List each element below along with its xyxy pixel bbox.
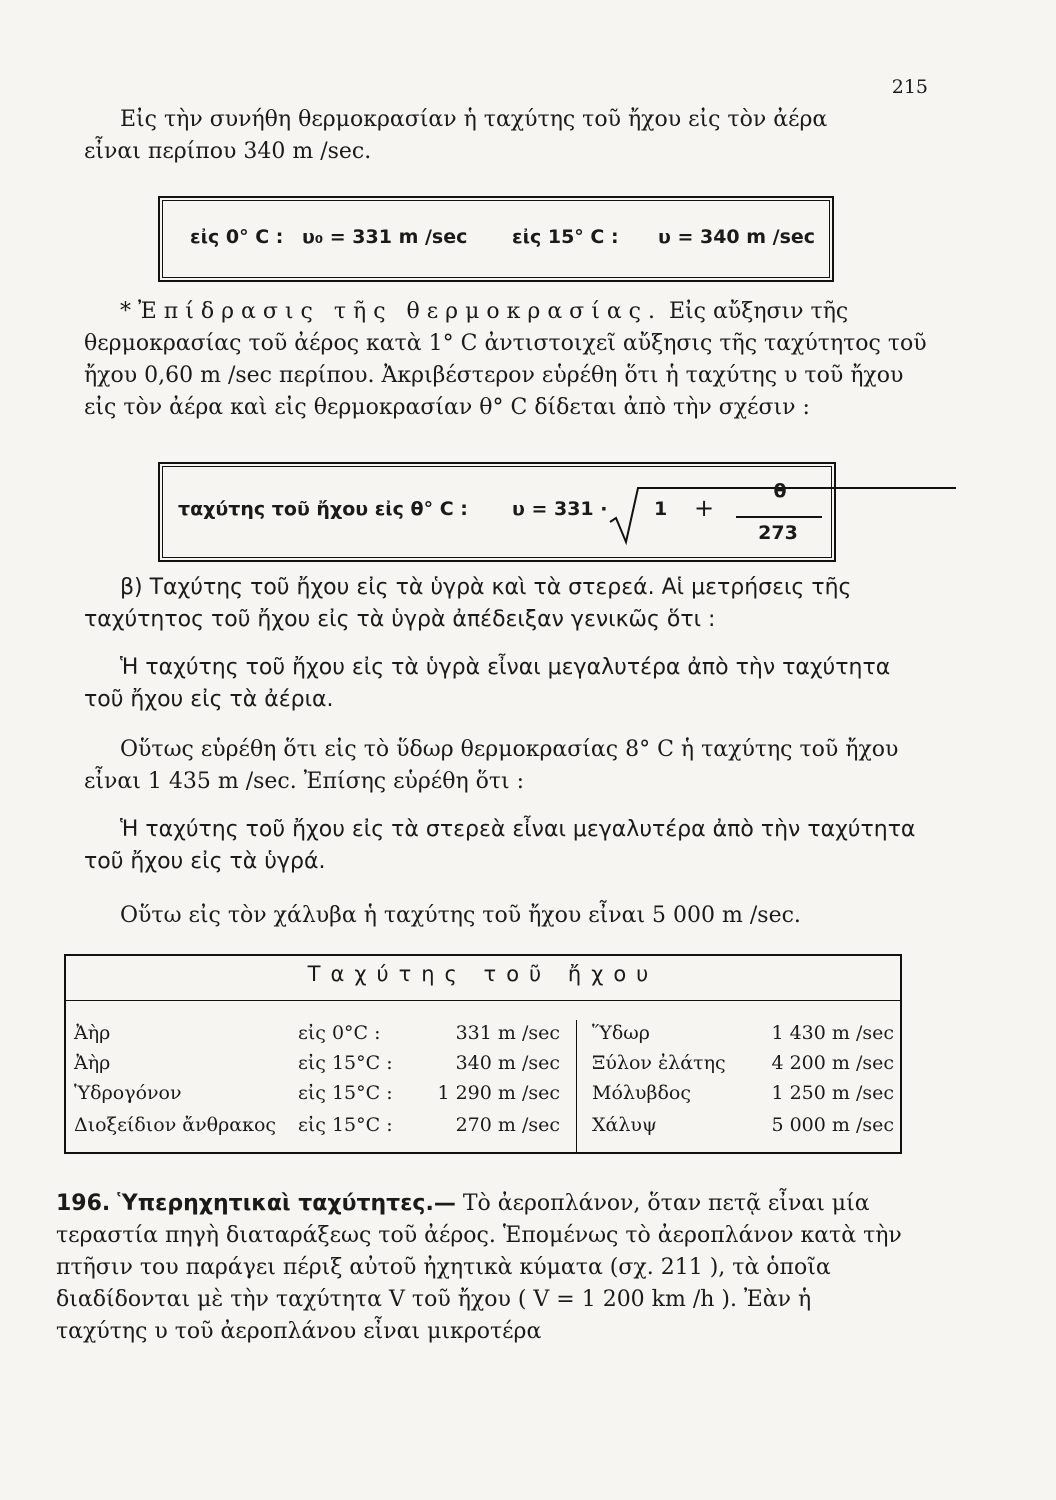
table-cell-medium2: Χάλυψ (592, 1114, 657, 1136)
table-cell-temp: εἰς 0°C : (298, 1022, 381, 1044)
section-number: 196. (56, 1191, 111, 1216)
speed-summary-box (158, 196, 834, 282)
temperature-effect-heading: *Ἐπίδρασις τῆς θερμοκρασίας. (120, 299, 662, 324)
table-cell-temp: εἰς 15°C : (298, 1114, 393, 1136)
intro-line-1: Εἰς τὴν συνήθη θερμοκρασίαν ἡ ταχύτης τοῦ ἤχου εἰς τὸν ἀέρα (120, 107, 828, 132)
temperature-effect-paragraph (84, 296, 930, 424)
fraction-bar (736, 516, 822, 518)
table-cell-speed2: 1 430 m /sec (771, 1022, 894, 1044)
section-196 (56, 1188, 906, 1348)
steel-paragraph: Οὕτω εἰς τὸν χάλυβα ἡ ταχύτης τοῦ ἤχου εἶναι 5 000 m /sec. (120, 903, 801, 928)
table-cell-speed: 340 m /sec (455, 1052, 560, 1074)
table-cell-medium2: Μόλυβδος (592, 1082, 691, 1104)
formula-plus: + (694, 494, 715, 522)
table-column-divider (576, 1020, 577, 1154)
table-cell-medium2: Ξύλον ἐλάτης (592, 1052, 726, 1074)
box1-left-label: εἰς 0° C : (190, 226, 284, 248)
table-cell-medium2: Ὕδωρ (592, 1022, 650, 1044)
table-cell-speed2: 4 200 m /sec (771, 1052, 894, 1074)
rule-liquids: Ἡ ταχύτης τοῦ ἤχου εἰς τὰ ὑγρὰ εἶναι μεγαλυτέρα ἀπὸ τὴν ταχύτητα τοῦ ἤχου εἰς τὰ ἀέρια. (84, 655, 891, 712)
speed-of-sound-table (64, 954, 902, 1154)
table-title: Ταχύτης τοῦ ἤχου (307, 962, 659, 986)
section-text: Τὸ ἀεροπλάνον, ὅταν πετᾷ εἶναι μία τεραστία πηγὴ διαταράξεως τοῦ ἀέρος. Ἑπομένως τὸ ἀεροπλάνον κατὰ τὴν πτῆσιν του παράγει πέριξ αὐτοῦ ἠχητικὰ κύματα (σχ. 211 ), τὰ ὁποῖα διαδίδονται μὲ τὴν ταχύτητα V τοῦ ἤχου ( V = 1 200 km /h ). Ἐὰν ἡ ταχύτης υ τοῦ ἀεροπλάνου εἶναι μικροτέρα (56, 1191, 902, 1344)
box1-right-label: εἰς 15° C : (512, 226, 619, 248)
table-cell-temp: εἰς 15°C : (298, 1052, 393, 1074)
formula-one: 1 (654, 498, 668, 520)
intro-paragraph (84, 104, 930, 168)
table-cell-medium: Ἀὴρ (74, 1052, 111, 1074)
table-cell-medium: Διοξείδιον ἄνθρακος (74, 1114, 277, 1136)
formula-box (158, 462, 836, 562)
table-cell-speed: 1 290 m /sec (437, 1082, 560, 1104)
section-heading: Ὑπερηχητικαὶ ταχύτητες.— (117, 1191, 456, 1216)
water-paragraph: Οὕτως εὑρέθη ὅτι εἰς τὸ ὕδωρ θερμοκρασίας 8° C ἡ ταχύτης τοῦ ἤχου εἶναι 1 435 m /sec. Ἐπίσης εὑρέθη ὅτι : (84, 737, 899, 794)
box1-left-value: υ₀ = 331 m /sec (302, 226, 468, 248)
formula-lhs: υ = 331 · (512, 498, 608, 520)
table-cell-temp: εἰς 15°C : (298, 1082, 393, 1104)
temperature-effect-text: Εἰς αὔξησιν τῆς θερμοκρασίας τοῦ ἀέρος κατὰ 1° C ἀντιστοιχεῖ αὔξησις τῆς ταχύτητος τοῦ ἤχου 0,60 m /sec περίπου. Ἀκριβέστερον εὑρέθη ὅτι ἡ ταχύτης υ τοῦ ἤχου εἰς τὸν ἀέρα καὶ εἰς θερμοκρασίαν θ° C δίδεται ἀπὸ τὴν σχέσιν : (84, 299, 927, 420)
table-cell-medium: Ἀὴρ (74, 1022, 111, 1044)
table-cell-speed: 331 m /sec (455, 1022, 560, 1044)
liquids-paragraph: β) Ταχύτης τοῦ ἤχου εἰς τὰ ὑγρὰ καὶ τὰ στερεά. Αἱ μετρήσεις τῆς ταχύτητος τοῦ ἤχου εἰς τὰ ὑγρὰ ἀπέδειξαν γενικῶς ὅτι : (84, 575, 852, 632)
fraction-numerator: θ (773, 480, 787, 502)
fraction-denominator: 273 (758, 522, 798, 544)
page-number: 215 (891, 76, 928, 98)
table-cell-medium: Ὑδρογόνον (74, 1082, 182, 1104)
table-cell-speed2: 1 250 m /sec (771, 1082, 894, 1104)
table-header-divider (66, 1000, 900, 1001)
formula-label: ταχύτης τοῦ ἤχου εἰς θ° C : (178, 498, 468, 520)
table-cell-speed2: 5 000 m /sec (771, 1114, 894, 1136)
box1-right-value: υ = 340 m /sec (658, 226, 816, 248)
rule-solids: Ἡ ταχύτης τοῦ ἤχου εἰς τὰ στερεὰ εἶναι μεγαλυτέρα ἀπὸ τὴν ταχύτητα τοῦ ἤχου εἰς τὰ ὑγρά. (84, 817, 916, 874)
intro-line-2: εἶναι περίπου 340 m /sec. (84, 139, 372, 164)
table-cell-speed: 270 m /sec (455, 1114, 560, 1136)
